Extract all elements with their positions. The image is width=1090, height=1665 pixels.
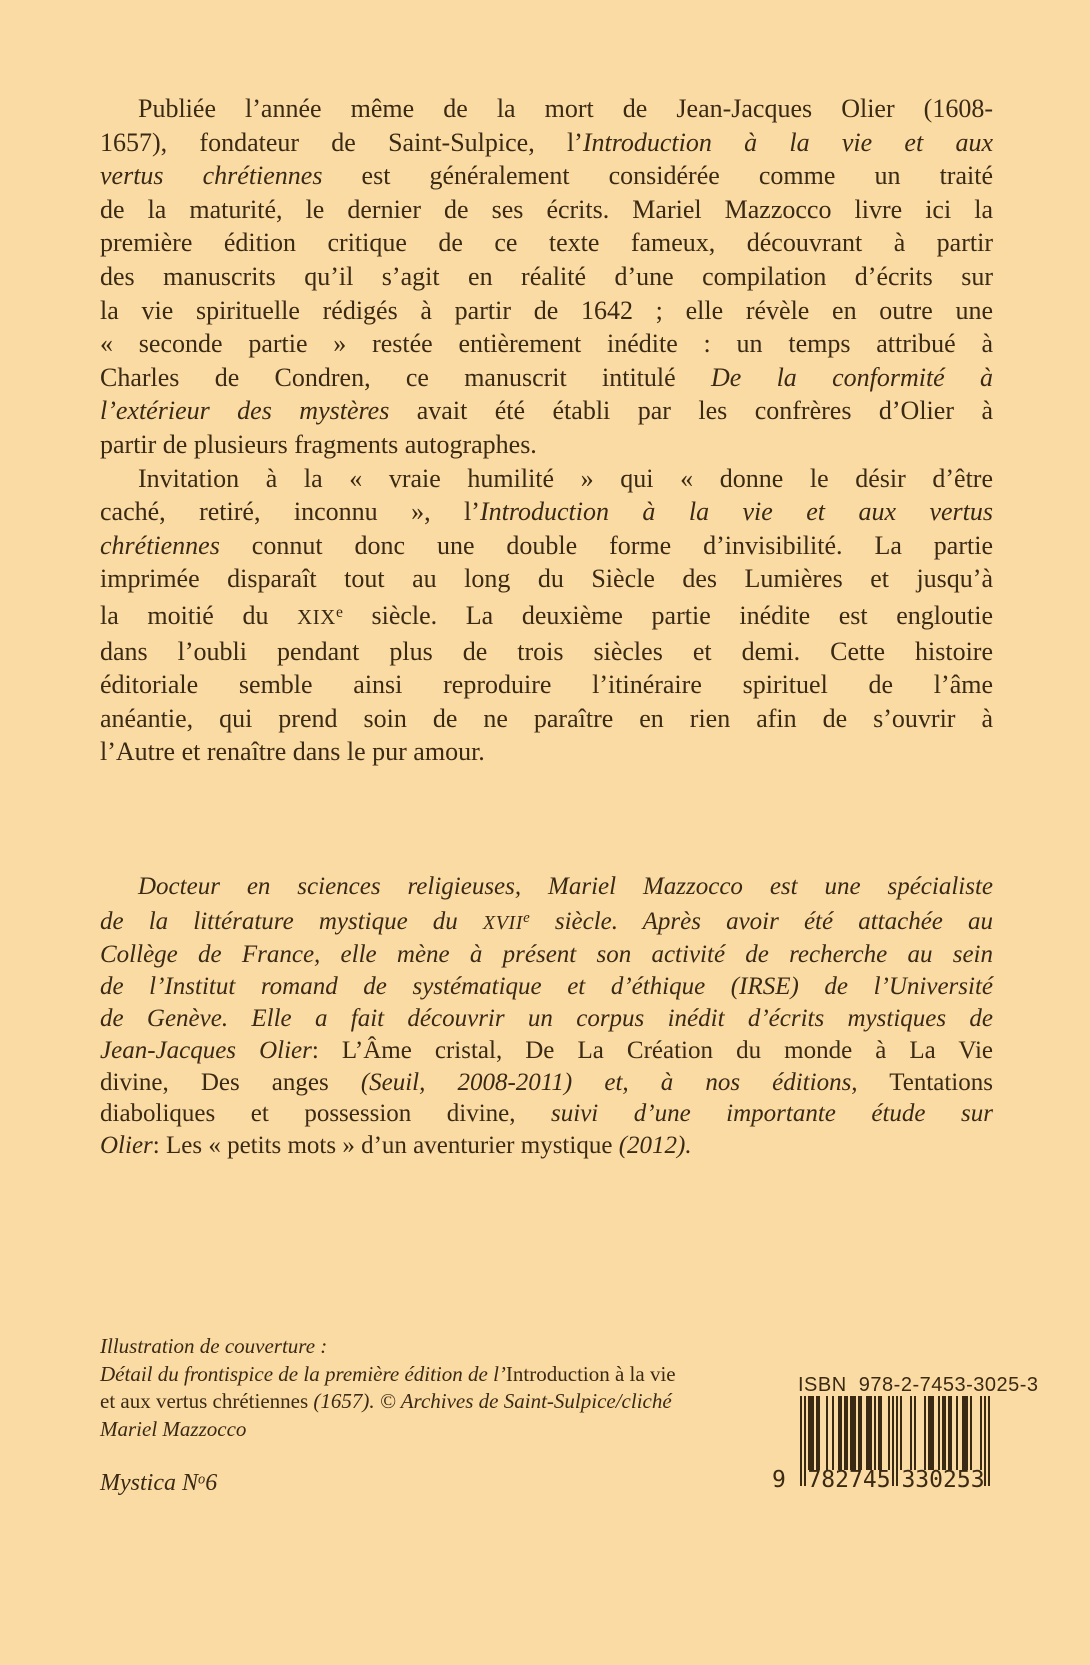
cover-credit-text [100,1333,790,1443]
text-line: 1657), fondateur de Saint-Sulpice, l’Introduction à la vie et aux [100,127,993,157]
text-line: divine, Des anges (Seuil, 2008-2011) et, à nos éditions, Tentations [100,1068,993,1096]
barcode-digits-right-group: 330253 [901,1467,985,1493]
barcode-digit-lead: 9 [772,1467,786,1493]
text-line: caché, retiré, inconnu », l’Introduction à la vie et aux vertus [100,497,993,527]
text-line: imprimée disparaît tout au long du Siècle des Lumières et jusqu’à [100,564,993,594]
text-line: de l’Institut romand de systématique et d’éthique (IRSE) de l’Université [100,973,993,1001]
barcode-digits-left-group: 782745 [807,1467,891,1493]
text-line: de la maturité, le dernier de ses écrits. Mariel Mazzocco livre ici la [100,194,993,224]
text-line: diaboliques et possession divine, suivi d’une importante étude sur [100,1100,993,1128]
text-line: l’Autre et renaître dans le pur amour. [100,737,485,767]
text-line: Invitation à la « vraie humilité » qui « donne le désir d’être [138,463,993,493]
synopsis-paragraph-1 [100,92,993,462]
text-line: Collège de France, elle mène à présent son activité de recherche au sein [100,941,993,969]
text-line: Jean-Jacques Olier: L’Âme cristal, De La Création du monde à La Vie [100,1036,993,1064]
text-line: Mystica $N^o6$ [100,1470,218,1496]
text-line: de la littérature mystique du XVIIe siècle. Après avoir été attachée au [100,907,993,935]
isbn-block [770,1374,1039,1504]
text-line: Charles de Condren, ce manuscrit intitulé De la conformité à [100,362,993,392]
author-bio-text [100,871,993,1162]
text-line: Docteur en sciences religieuses, Mariel Mazzocco est une spécialiste [138,873,993,900]
text-line: vertus chrétiennes est généralement considérée comme un traité [100,161,993,191]
text-line: anéantie, qui prend soin de ne paraître en rien afin de s’ouvrir à [100,703,993,733]
text-line: dans l’oubli pendant plus de trois siècles et demi. Cette histoire [100,636,993,666]
text-line: Publiée l’année même de la mort de Jean-Jacques Olier (1608- [138,94,993,123]
series-label [100,1470,400,1497]
text-line: Mariel Mazzocco [100,1416,247,1441]
text-line: et aux vertus chrétiennes (1657). © Archives de Saint-Sulpice/cliché [100,1389,672,1413]
text-line: chrétiennes connut donc une double forme d’invisibilité. La partie [100,530,993,560]
text-line: Olier: Les « petits mots » d’un aventurier mystique (2012). [100,1132,692,1160]
isbn-label: ISBN 978-2-7453-3025-3 [798,1374,1039,1396]
text-line: des manuscrits qu’il s’agit en réalité d’une compilation d’écrits sur [100,261,993,291]
text-line: première édition critique de ce texte fameux, découvrant à partir [100,228,993,258]
text-line: « seconde partie » restée entièrement inédite : un temps attribué à [100,329,993,359]
text-line: Détail du frontispice de la première édition de l’Introduction à la vie [100,1361,676,1386]
text-line: partir de plusieurs fragments autographes. [100,429,537,459]
synopsis-paragraph-2 [100,462,993,769]
text-line: de Genève. Elle a fait découvrir un corpus inédit d’écrits mystiques de [100,1004,993,1032]
synopsis-text [100,92,993,769]
text-line: Illustration de couverture : [100,1334,328,1358]
text-line: la moitié du XIXe siècle. La deuxième partie inédite est engloutie [100,600,994,630]
text-line: éditoriale semble ainsi reproduire l’itinéraire spirituel de l’âme [100,670,993,700]
text-line: la vie spirituelle rédigés à partir de 1642 ; elle révèle en outre une [100,295,993,325]
text-line: l’extérieur des mystères avait été établi par les confrères d’Olier à [100,396,993,426]
